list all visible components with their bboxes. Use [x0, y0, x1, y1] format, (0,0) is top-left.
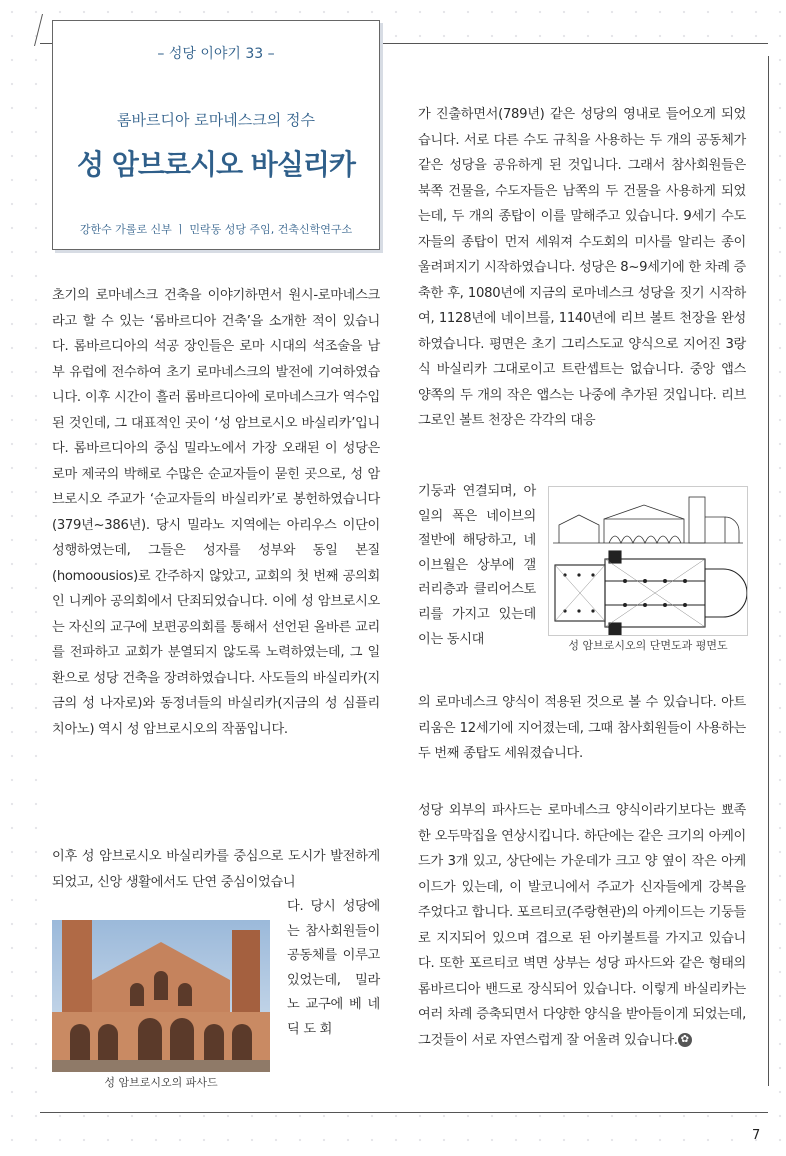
body-text: 가 진출하면서(789년) 같은 성당의 영내로 들어오게 되었습니다. 서로 다른 수도 규칙을 사용하는 두 개의 공동체가 같은 성당을 공유하게 된 것입니다. 그래서 참사회원들은 북쪽 건물을, 수도자들은 남쪽의 두 건물을 사용하게 되었는데, 두 개의 종탑이 이를 말해주고 있습니다. 9세기 수도자들의 종탑이 먼저 세워져 수도회의 미사를 알리는 종이 울려퍼지기 시작하였습니다. 성당은 8~9세기에 한 차례 증축한 후, 1080년에 지금의 로마네스크 성당을 짓기 시작하여, 1128년에 네이브를, 1140년에 리브 볼트 천장을 완성하였습니다. 평면은 초기 그리스도교 양식으로 지어진 3랑식 바실리카 그대로이고 트란셉트는 없습니다. 중앙 앱스 양쪽의 두 개의 작은 앱스는 나중에 추가된 것입니다. 리브 그로인 볼트 천장은 각각의 대응 [418, 107, 746, 428]
left-column-paragraph-2-wrap [287, 895, 380, 1042]
diagram-caption: 성 암브로시오의 단면도과 평면도 [568, 639, 728, 652]
section-and-plan-drawing-icon [549, 487, 747, 635]
bottom-rule [40, 1112, 768, 1113]
title-box [52, 20, 380, 250]
photo-caption: 성 암브로시오의 파사드 [104, 1076, 218, 1089]
left-column-paragraph-2 [52, 844, 380, 895]
series-label: – 성당 이야기 33 – [157, 46, 275, 62]
left-column-paragraph-1 [52, 283, 380, 742]
page-number: 7 [752, 1128, 761, 1143]
right-column-paragraph-1-end [418, 690, 746, 767]
body-text: 초기의 로마네스크 건축을 이야기하면서 원시-로마네스크라고 할 수 있는 ‘롬바르디아 건축’을 소개한 적이 있습니다. 롬바르디아의 석공 장인들은 로마 시대의 석조술을 남부 유럽에 전수하여 초기 로마네스크의 발전에 기여하였습니다. 이후 시간이 흘러 롬바르디아에 로마네스크가 역수입된 것인데, 그 대표적인 곳이 ‘성 암브로시오 바실리카’입니다. 롬바르디아의 중심 밀라노에서 가장 오래된 이 성당은 로마 제국의 박해로 수많은 순교자들이 묻힌 곳으로, 성 암브로시오 주교가 ‘순교자들의 바실리카’로 봉헌하였습니다(379년~386년). 당시 밀라노 지역에는 아리우스 이단이 성행하였는데, 그들은 성자를 성부와 동일 본질(homoousios)로 간주하지 않았고, 교회의 첫 번째 공의회인 니케아 공의회에서 단죄되었습니다. 이에 성 암브로시오는 자신의 교구에 보편공의회를 통해서 선언된 올바른 교리를 전파하고 교회가 분열되지 않도록 노력하였는데, 그 일환으로 성당 건축을 장려하였습니다. 사도들의 바실리카(지금의 성 나자로)와 동정녀들의 바실리카(지금의 성 심플리치아노) 역시 성 암브로시오의 작품입니다. [52, 288, 380, 737]
end-ornament-icon: ✿ [678, 1033, 692, 1047]
body-text: 기둥과 연결되며, 아일의 폭은 네이브의 절반에 해당하고, 네이브월은 상부에 갤러리층과 클리어스토리를 가지고 있는데 이는 동시대 [418, 484, 536, 647]
right-column-paragraph-2 [418, 798, 746, 1053]
facade-photo [52, 920, 270, 1072]
body-text: 이후 성 암브로시오 바실리카를 중심으로 도시가 발전하게 되었고, 신앙 생활에서도 단연 중심이었습니 [52, 849, 380, 890]
right-column-paragraph-1-narrow [418, 480, 536, 652]
article-title: 성 암브로시오 바실리카 [77, 148, 355, 181]
body-text [418, 798, 746, 1053]
body-text: 다. 당시 성당에는 참사회원들이 공동체를 이루고 있었는데, 밀라노 교구에 베 네 딕 도 회 [287, 899, 380, 1037]
author-line: 강한수 가롤로 신부 ㅣ 민락동 성당 주임, 건축신학연구소 [79, 223, 353, 236]
article-subtitle: 롬바르디아 로마네스크의 정수 [117, 111, 315, 129]
basilica-facade-photo-icon [52, 920, 270, 1072]
right-rule [768, 56, 769, 1086]
body-text: 의 로마네스크 양식이 적용된 것으로 볼 수 있습니다. 아트리움은 12세기에 지어졌는데, 그때 참사회원들이 사용하는 두 번째 종탑도 세워졌습니다. [418, 695, 746, 761]
section-plan-diagram [548, 486, 748, 636]
right-column-paragraph-1 [418, 102, 746, 434]
body-text-span: 성당 외부의 파사드는 로마네스크 양식이라기보다는 뾰족한 오두막집을 연상시킵니다. 하단에는 같은 크기의 아케이드가 3개 있고, 상단에는 가운데가 크고 양 옆이 작은 아케이드가 있는데, 이 발코니에서 주교가 신자들에게 강복을 주었다고 합니다. 포르티코(주랑현관)의 아케이드는 기둥들로 지지되어 있으며 겹으로 된 아키볼트를 가지고 있습니다. 또한 포르티코 벽면 상부는 성당 파사드와 같은 형태의 롬바르디아 밴드로 장식되어 있습니다. 이렇게 바실리카는 여러 차례 증축되면서 다양한 양식을 받아들이게 되었는데, 그것들이 서로 자연스럽게 잘 어울려 있습니다. [418, 803, 746, 1048]
